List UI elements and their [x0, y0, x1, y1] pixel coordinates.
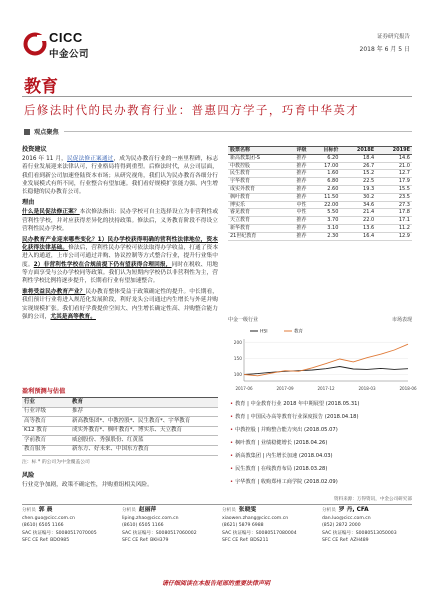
stock-table-row [228, 209, 412, 217]
reason-1-text: 本次修法指出：民办学校可自主选择设立为非营利性或营利性学校，并对应获得差异化的扶持政策。修法后，义务教育阶段不得设立营利性民办学校。 [22, 209, 219, 232]
research-item-text[interactable]: 新高教集团 | 内生增长加速 (2018.04.03) [235, 453, 333, 459]
stock-table-cell: 14.6 [376, 154, 412, 162]
stock-table-cell: 2.30 [309, 232, 341, 240]
x-tick-label: 2017-12 [317, 386, 335, 391]
x-tick-label: 2017-09 [276, 386, 294, 391]
research-item[interactable] [230, 450, 412, 463]
stock-table-cell: 17.1 [376, 217, 412, 225]
stock-table-row [228, 154, 412, 162]
y-tick-label: 200 [233, 340, 242, 346]
stock-table-cell: 17.9 [376, 178, 412, 186]
research-item-text[interactable]: 教育 | 中国民办高等教育行业深度报告 (2018.04.18) [235, 414, 359, 420]
stock-table-cell: 22.00 [309, 201, 341, 209]
left-column [22, 146, 218, 378]
page-subtitle: 后修法时代的民办教育行业：普惠四方学子，巧育中华英才 [24, 103, 360, 117]
stock-table-row [228, 170, 412, 178]
analyst-name: 赵丽萍 [138, 507, 157, 513]
stock-table-row [228, 193, 412, 201]
stock-table-cell: 15.2 [340, 170, 376, 178]
series-line-education [244, 344, 408, 376]
stock-table-cell: 34.6 [340, 201, 376, 209]
stock-table-cell: 23.5 [376, 193, 412, 201]
report-date: 2018 年 6 月 5 日 [359, 46, 410, 53]
analyst-email[interactable]: chen.guo@cicc.com.cn [22, 515, 75, 521]
stock-table-header [228, 147, 412, 155]
stock-table-cell: 17.8 [376, 209, 412, 217]
reason-paragraph-3 [22, 288, 218, 321]
valuation-sector-cell: K12 教育 [22, 426, 70, 436]
reason-2-text-a: 修法后，营利性民办学校可依法取得办学收益，打通了资本进入的通道，上市公司可通过并购、协议控制等方式整合行业，提升行业集中度。 [22, 245, 219, 268]
research-item[interactable] [230, 437, 412, 450]
analyst-sac: SAC 执证编号：S0080517060002 [122, 530, 197, 536]
stock-table-cell: 中性 [285, 201, 309, 209]
valuation-table [22, 397, 218, 456]
stock-table-cell: 推荐 [285, 232, 309, 240]
logo-text-cn: 中金公司 [49, 49, 90, 60]
chart-title-right: 市场表现 [391, 317, 412, 323]
stock-table-cell: 11.2 [376, 224, 412, 232]
legend-label: HSI [260, 329, 268, 335]
analyst-email[interactable]: liping.zhao@cicc.com.cn [122, 515, 179, 521]
invest-text: ，成为民办教育行业的一座里程碑，标志着行业发展迎来法律认可，行业格局将得到重塑。后修法时代，从公司层面，我们看到新公司加速登陆资本市场；从研究视角，我们认为民办教育各细分行业发展模式有所不同，行业整合有望加速。我们看好规模扩张能力强、内生增长稳健的民办教育公司。 [22, 156, 219, 196]
reason-3-text: 民办教育整体受益于政策确定性的提升。中长期看，我们预计行业将进入规范化发展阶段，利好龙头公司通过内生增长与外延并购实现规模扩张。我们看好学费提价空间大、内生增长确定性高、并购整合能力强的公司， [22, 289, 218, 320]
analyst-role: 分析员 [122, 508, 136, 513]
stock-table-cell: 新高教集团-S [228, 154, 285, 162]
analyst-name: 郭 晨 [38, 507, 53, 513]
title-divider [22, 96, 412, 97]
stock-table-cell: 6.20 [309, 154, 341, 162]
reason-2-lead-b: 2）非营利性学校在合规前提下仍有望获得合理回报， [33, 261, 172, 268]
section-label: 观点聚焦 [34, 129, 59, 136]
logo-text-en: CICC [49, 30, 83, 45]
analyst-email[interactable]: dan.luo@cicc.com.cn [322, 515, 371, 521]
analyst-sac: SAC 执证编号：S0080517080004 [222, 530, 297, 536]
analyst-role: 分析员 [222, 508, 236, 513]
valuation-companies-cell: 新高教集团*、中教控股*、民生教育*、宇华教育 [70, 417, 218, 427]
stock-table-header-cell: 股票名称 [228, 147, 285, 155]
y-tick-label: 100 [233, 373, 242, 379]
analyst-sfc: SFC CE Ref: BDO985 [22, 538, 70, 544]
reason-3-tail: 尤其是高等教育。 [50, 313, 96, 320]
research-item-text[interactable]: 中教控股 | 并购整合能力突出 (2018.05.07) [235, 427, 338, 433]
analyst-card [322, 507, 418, 545]
stock-table-cell: 18.4 [340, 154, 376, 162]
analyst-card [222, 507, 318, 545]
valuation-companies-cell: 成实外教育*、枫叶教育*、博实乐、天立教育 [70, 426, 218, 436]
valuation-row [22, 417, 218, 427]
reason-paragraph-1 [22, 208, 218, 233]
stock-table-header-cell: 目标价 [309, 147, 341, 155]
valuation-row [22, 398, 218, 408]
valuation-companies-cell: 推荐 [70, 407, 218, 417]
risk-text: 行业竞争加剧，政策不确定性，并购重组相关风险。 [22, 482, 153, 489]
analyst-sac: SAC 执证编号：S0080513050003 [322, 530, 397, 536]
y-tick-label: 150 [233, 356, 242, 362]
valuation-note: 注：标 * 的公司为中金覆盖公司 [22, 459, 90, 465]
stock-table-cell: 3.70 [309, 217, 341, 225]
stock-table-row [228, 224, 412, 232]
stock-table-row [228, 178, 412, 186]
analyst-name-line [122, 507, 218, 515]
stock-table-cell: 推荐 [285, 224, 309, 232]
stock-table [228, 146, 412, 241]
stock-table-cell: 17.00 [309, 162, 341, 170]
research-item[interactable] [230, 398, 412, 411]
stock-table-cell: 2.60 [309, 185, 341, 193]
risk-heading: 风险 [22, 472, 35, 479]
stock-table-row [228, 217, 412, 225]
stock-table-cell: 天立教育 [228, 217, 285, 225]
bullet-icon: • [230, 479, 234, 485]
stock-table-cell: 成实外教育 [228, 185, 285, 193]
stock-table-cell: 22.0 [340, 217, 376, 225]
analyst-divider [22, 504, 412, 505]
x-tick-label: 2017-06 [235, 386, 253, 391]
analyst-card [122, 507, 218, 545]
report-type: 证券研究报告 [376, 34, 410, 40]
stock-table-row [228, 201, 412, 209]
analyst-sac: SAC 执证编号：S0080517070005 [22, 530, 97, 536]
bullet-icon: • [230, 453, 234, 459]
stock-table-cell: 民生教育 [228, 170, 285, 178]
stock-table-cell: 中教控股 [228, 162, 285, 170]
analyst-sfc: SFC CE Ref: BKH379 [122, 538, 169, 544]
stock-table-cell: 13.6 [340, 224, 376, 232]
research-item-text[interactable]: 宇华教育 | 收购郑州工商学院 (2018.02.09) [235, 479, 338, 485]
stock-table-cell: 21.4 [340, 209, 376, 217]
stock-table-cell: 12.9 [376, 232, 412, 240]
stock-table-cell: 3.10 [309, 224, 341, 232]
research-item[interactable] [230, 476, 412, 489]
related-research-list [230, 398, 412, 489]
research-item-text[interactable]: 枫叶教育 | 业绩稳健增长 (2018.04.26) [235, 440, 328, 446]
stock-table-cell: 27.3 [376, 201, 412, 209]
analyst-phone: (8610) 6505 1166 [122, 523, 164, 529]
valuation-companies-cell: 新东方、好未来、中国东方教育 [70, 445, 218, 455]
legal-notice: 请仔细阅读在本报告尾部的重要法律声明 [161, 580, 270, 587]
analyst-name: 罗 丹, CFA [338, 507, 369, 513]
reason-2-text-b: 同时在税收、用地等方面享受与公办学校同等政策。我们认为短期内学校仍以非营利性为主，营利性学校比例将逐步提升，长期看行业有望加速整合。 [22, 261, 218, 285]
stock-table-header-cell: 评级 [285, 147, 309, 155]
chart-title-left: 中金一级行业 [228, 317, 259, 323]
invest-paragraph [22, 155, 218, 196]
risk-block [22, 472, 218, 489]
bullet-icon: • [230, 414, 234, 420]
analyst-email[interactable]: xiaowen.zhang@cicc.com.cn [222, 515, 289, 521]
invest-heading: 投资建议 [22, 146, 47, 153]
section-divider [64, 131, 412, 132]
analyst-name-line [322, 507, 418, 515]
valuation-sector-cell: 学前教育 [22, 436, 70, 446]
stock-table-cell: 21世纪教育 [228, 232, 285, 240]
valuation-sector-cell: 高等教育 [22, 417, 70, 427]
reason-2-lead-a: 民办教育产业迎来哪些变化？1）民办学校获得明确的营利性法律地位，资本化获得法律基础。 [22, 237, 218, 252]
reason-heading: 理由 [22, 199, 35, 207]
stock-table-cell: 新华教育 [228, 224, 285, 232]
stock-table-cell: 12.7 [376, 170, 412, 178]
analyst-role: 分析员 [22, 508, 36, 513]
bullet-icon: • [230, 466, 234, 472]
stock-table-header-cell: 2018E [340, 147, 376, 155]
research-item[interactable] [230, 411, 412, 424]
research-item[interactable] [230, 463, 412, 476]
analyst-card [22, 507, 118, 545]
valuation-companies-cell: 威创股份、秀强股份、红黄蓝 [70, 436, 218, 446]
bullet-icon: • [230, 427, 234, 433]
cicc-logo-icon [23, 31, 47, 57]
source-note: 资料来源：万得资讯，中金公司研究部 [333, 497, 412, 502]
stock-table-header-cell: 2019E [376, 147, 412, 155]
analyst-sfc: SFC CE Ref: BDS211 [222, 538, 269, 544]
stock-table-cell: 30.2 [340, 193, 376, 201]
valuation-sector-cell: 教育服务 [22, 445, 70, 455]
x-tick-label: 2018-06 [399, 386, 417, 391]
invest-text-pre: 2016 年 11 月， [22, 156, 67, 163]
research-item-text[interactable]: 民生教育 | 在线教育布局 (2018.03.28) [235, 466, 328, 472]
valuation-companies-cell: 教育 [70, 398, 218, 408]
valuation-sector-cell: 行业评级 [22, 407, 70, 417]
bullet-icon: • [230, 401, 234, 407]
stock-table-cell: 19.3 [340, 185, 376, 193]
stock-table-cell: 26.7 [340, 162, 376, 170]
valuation-block [22, 386, 218, 465]
bullet-icon: • [230, 440, 234, 446]
stock-table-cell: 睿见教育 [228, 209, 285, 217]
valuation-row [22, 436, 218, 446]
analyst-name-line [22, 507, 118, 515]
valuation-row [22, 426, 218, 436]
reason-3-lead: 谁将受益民办教育产业？ [22, 289, 86, 296]
analyst-phone: (8610) 6505 1166 [22, 523, 64, 529]
research-item[interactable] [230, 424, 412, 437]
stock-table-cell: 推荐 [285, 154, 309, 162]
stock-table-cell: 22.5 [340, 178, 376, 186]
stock-table-cell: 枫叶教育 [228, 193, 285, 201]
section-marker-icon [24, 129, 30, 135]
chart-title [228, 316, 412, 323]
legend-label: 教育 [294, 329, 303, 335]
stock-table-cell: 11.50 [309, 193, 341, 201]
analyst-name: 张晓雯 [238, 507, 257, 513]
law-amendment-link[interactable]: 民促法修正案通过 [66, 156, 114, 163]
research-item-text[interactable]: 教育 | 中金教育行业 2018 年中期展望 (2018.05.31) [235, 401, 360, 407]
x-tick-label: 2018-03 [358, 386, 376, 391]
stock-table-cell: 16.4 [340, 232, 376, 240]
stock-table-cell: 推荐 [285, 178, 309, 186]
valuation-row [22, 407, 218, 417]
stock-table-cell: 博实乐 [228, 201, 285, 209]
performance-chart [228, 325, 417, 393]
stock-table-cell: 宇华教育 [228, 178, 285, 186]
analyst-name-line [222, 507, 318, 515]
valuation-heading: 盈利预测与估值 [22, 388, 66, 395]
analyst-phone: (852) 2872 2000 [322, 523, 361, 529]
stock-table-cell: 15.5 [376, 185, 412, 193]
stock-table-cell: 推荐 [285, 170, 309, 178]
stock-table-cell: 21.0 [376, 162, 412, 170]
analyst-role: 分析员 [322, 508, 336, 513]
stock-table-row [228, 162, 412, 170]
stock-table-row [228, 232, 412, 240]
stock-table-cell: 中性 [285, 209, 309, 217]
stock-table-cell: 1.60 [309, 170, 341, 178]
analyst-sfc: SFC CE Ref: AZH489 [322, 538, 369, 544]
page-title: 教育 [24, 77, 58, 97]
stock-table-cell: 推荐 [285, 162, 309, 170]
stock-table-cell: 5.50 [309, 209, 341, 217]
stock-table-cell: 推荐 [285, 193, 309, 201]
valuation-sector-cell: 行业 [22, 398, 70, 408]
reason-1-lead: 什么是民促法修正案？ [22, 209, 80, 216]
stock-table-cell: 6.80 [309, 178, 341, 186]
stock-table-cell: 推荐 [285, 217, 309, 225]
reason-paragraph-2 [22, 236, 218, 285]
analyst-phone: (8621) 5879 6988 [222, 523, 264, 529]
valuation-row [22, 445, 218, 455]
stock-table-cell: 推荐 [285, 185, 309, 193]
stock-table-row [228, 185, 412, 193]
